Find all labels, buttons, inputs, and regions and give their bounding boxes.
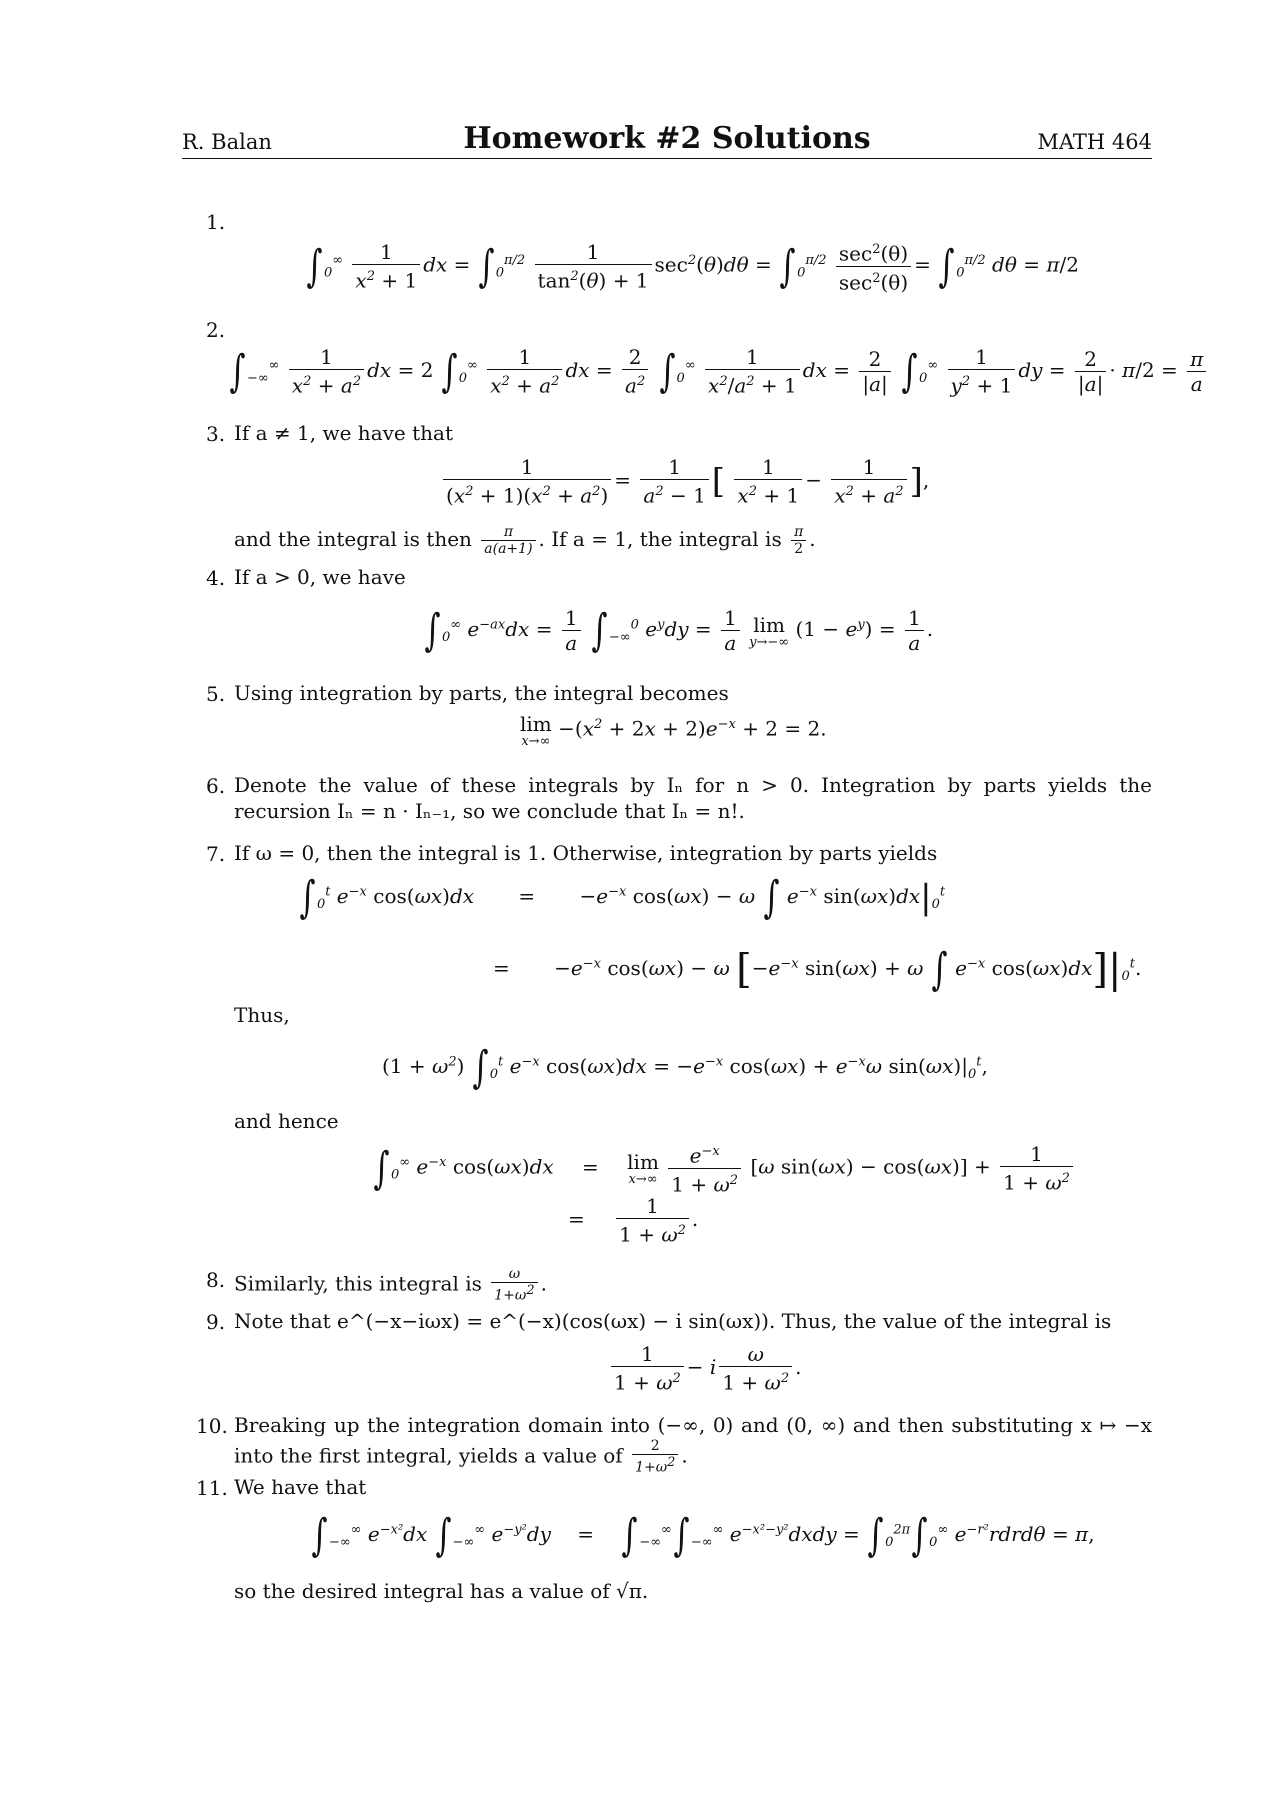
item-9-text: Note that e^(−x−iωx) = e^(−x)(cos(ωx) − i sin(ωx)). Thus, the value of the integral is [234,1309,1112,1333]
item-number: 2. [206,318,226,342]
equation-7d: $\int_0^\infty$ $e^{-x}$ cos(ωx)dx = lim x→∞ $\frac{e^{-x}}{1 + \omega^2}$ [ω sin(ωx) − cos(ωx)] + $\frac{1}{1 + \omega^2}$ [372,1140,1076,1196]
item-number: 5. [206,682,226,706]
item-number: 7. [206,842,226,866]
item-number: 9. [206,1310,226,1334]
equation-11: $\int_{-\infty}^\infty$ $e^{-x^2}dx$ $\int_{-\infty}^\infty$ $e^{-y^2}dy = \int_{-\infty}^\infty\int_{-\infty}^\infty$ $e^{-x^2-y^2}dxdy = \int_0^{2\pi}\int_0^\infty$ $e^{-r^2}rdrd\theta = \pi$, [311,1510,1095,1561]
page-title: Homework #2 Solutions [463,121,871,156]
item-10-label: Breaking up the integration domain into (−∞, 0) and (0, ∞) and then substituting x ↦ −x into the first integral, yields a value of [234,1413,1152,1468]
equation-4: $\int_0^\infty$ $e^{-ax}dx$ = $\frac{1}{a}$ $\int_{-\infty}^0$ $e^ydy$ = $\frac{1}{a}$ lim y→−∞ $(1 - e^y)$ = $\frac{1}{a}$ . [424,605,934,656]
equation-1: $\int_0^\infty$ $\frac{1}{x^2 + 1}$ dx = $\int_0^{\pi/2}$ $\frac{1}{\tan^2(\theta) + 1}$ $\sec^2(\theta)d\theta = \int_0^{\pi/2}$ $\frac{\sec^2(\theta)}{\sec^2(\theta)}$ = $\int_0^{\pi/2}$ dθ = π/2 [306,239,1080,295]
course-code: MATH 464 [1037,130,1152,154]
item-7-intro: If ω = 0, then the integral is 1. Otherwise, integration by parts yields [234,841,938,865]
item-number: 3. [206,422,226,446]
equation-7c: $(1 + \omega^2)$ $\int_0^t$ $e^{-x}$ $\cos(\omega x)dx = -e^{-x}$ $\cos(\omega x) + e^{-x}\omega$ $\sin(\omega x)|_0^t$, [382,1042,988,1093]
author-name: R. Balan [182,130,272,154]
item-5-intro: Using integration by parts, the integral becomes [234,681,729,705]
item-3-result: and the integral is then $\frac{\pi}{a(a+1)}$ . If a = 1, the integral is $\frac{\pi}{2}$ . [234,524,816,557]
item-3-result-text: and the integral is then [234,527,472,551]
item-number: 10. [196,1414,228,1438]
equation-7a: $\int_0^t$ $e^{-x}$ $\cos(\omega x)dx = -e^{-x}$ cos(ωx) − ω ∫ $e^{-x}$ $\sin(\omega x)dx|_0^t$ [299,872,946,923]
equation-2: $\int_{-\infty}^\infty$ $\frac{1}{x^2 + a^2}$ dx = 2 $\int_0^\infty$ $\frac{1}{x^2 + a^2}$ dx = $\frac{2}{a^2}$ $\int_0^\infty$ $\frac{1}{x^2/a^2 + 1}$ dx = $\frac{2}{|a|}$ $\int_0^\infty$ $\frac{1}{y^2 + 1}$ dy = $\frac{2}{|a|}$ · π/2 = $\frac{\pi}{a}$ [228,345,1209,398]
item-number: 8. [206,1268,226,1292]
equation-5: lim x→∞ $-(x^2 + 2x + 2)e^{-x} + 2 = 2$. [520,712,827,749]
item-4-intro: If a > 0, we have [234,565,406,589]
item-number: 4. [206,566,226,590]
item-number: 11. [196,1476,228,1500]
item-3-intro: If a ≠ 1, we have that [234,421,453,445]
equation-9: $\frac{1}{1 + \omega^2}$ − i $\frac{\omega}{1 + \omega^2}$ . [608,1342,801,1395]
equation-3: $\frac{1}{(x^2 + 1)(x^2 + a^2)}$ = $\frac{1}{a^2 - 1}$ [ $\frac{1}{x^2 + 1}$ − $\frac{1}{x^2 + a^2}$ ], [440,455,929,508]
equation-7b: = $-e^{-x}$ cos(ωx) − ω [$-e^{-x}$ sin(ωx) + ω ∫ $e^{-x}$ $\cos(\omega x)dx]|_0^t$. [493,944,1142,995]
equation-7e: = $\frac{1}{1 + \omega^2}$ . [568,1194,699,1247]
item-8-text: Similarly, this integral is $\frac{\omega}{1+\omega^2}$ . [234,1266,547,1304]
item-3-result-text-2: . If a = 1, the integral is [538,527,782,551]
item-11-conclusion: so the desired integral has a value of √π. [234,1579,649,1603]
thus-label: Thus, [234,1003,290,1027]
page-header [182,118,1152,159]
item-10-text: Breaking up the integration domain into (−∞, 0) and (0, ∞) and then substituting x ↦ −x into the first integral, yields a value of $\frac{2}{1+\omega^2}$ . [234,1413,1152,1476]
item-8-label: Similarly, this integral is [234,1271,482,1296]
hence-label: and hence [234,1109,339,1133]
item-number: 1. [206,210,226,234]
item-6-text: Denote the value of these integrals by Iₙ for n > 0. Integration by parts yields the recursion Iₙ = n · Iₙ₋₁, so we conclude that Iₙ = n!. [234,773,1152,823]
item-number: 6. [206,774,226,798]
item-11-intro: We have that [234,1475,367,1499]
